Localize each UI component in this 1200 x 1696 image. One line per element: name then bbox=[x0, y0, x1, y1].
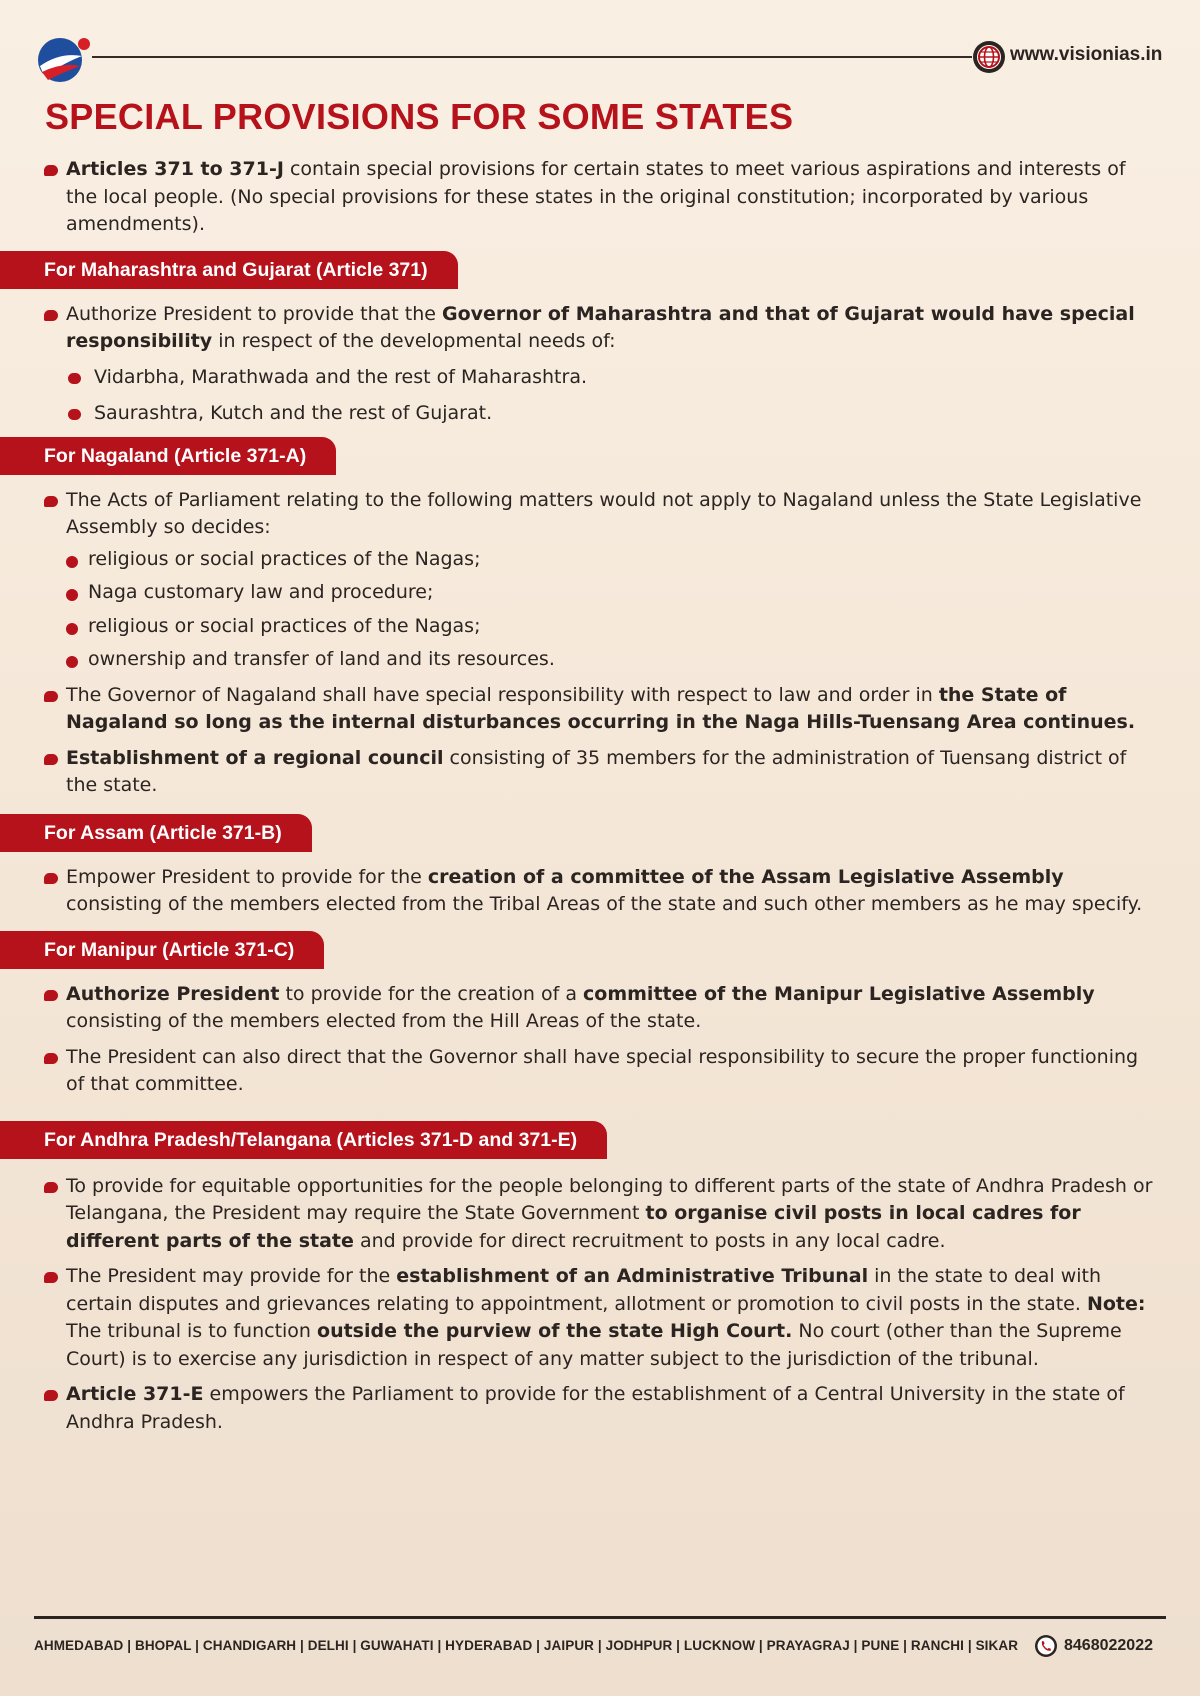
text-run: Empower President to provide for the bbox=[66, 865, 428, 888]
text-run: The tribunal is to function bbox=[66, 1320, 318, 1342]
text-run: consisting of 35 members for the administration of Tuensang district of the state. bbox=[66, 746, 1127, 796]
section-heading-manipur: For Manipur (Article 371-C) bbox=[0, 931, 324, 969]
list-item bbox=[66, 981, 1160, 1036]
website-link[interactable]: www.visionias.in bbox=[1010, 44, 1163, 65]
text-run: No court (other than the Supreme Court) is to exercise any jurisdiction in respect of any matter subject to the jurisdiction of the tribunal. bbox=[66, 1320, 1122, 1370]
text-run: The President may provide for the bbox=[66, 1265, 397, 1287]
bold-run: Establishment of a regional council bbox=[66, 746, 444, 769]
sub-item: ownership and transfer of land and its resources. bbox=[88, 646, 1160, 674]
sub-item: religious or social practices of the Nagas; bbox=[88, 613, 1160, 641]
list-item bbox=[66, 745, 1160, 800]
bold-run: Article 371-E bbox=[66, 1383, 204, 1405]
bold-run: the State of Nagaland so long as the internal disturbances occurring in the Naga Hills-Tuensang Area continues. bbox=[66, 683, 1136, 733]
main-content bbox=[0, 156, 1200, 1444]
list-item bbox=[66, 682, 1160, 737]
list-item bbox=[66, 1173, 1160, 1256]
list-item bbox=[66, 1263, 1160, 1373]
bold-run: Authorize President bbox=[66, 982, 280, 1005]
visionias-logo bbox=[36, 32, 90, 86]
section-heading-nagaland: For Nagaland (Article 371-A) bbox=[0, 437, 336, 475]
note-label: Note: bbox=[1086, 1292, 1146, 1315]
bold-run: outside the purview of the state High Court. bbox=[317, 1320, 793, 1342]
intro-bold: Articles 371 to 371-J bbox=[66, 158, 284, 180]
sub-item: religious or social practices of the Nagas; bbox=[88, 546, 1160, 574]
list-item bbox=[66, 1381, 1160, 1436]
maharashtra-list bbox=[0, 301, 1200, 428]
nagaland-sublist bbox=[66, 546, 1160, 674]
sub-item: Saurashtra, Kutch and the rest of Gujarat. bbox=[94, 400, 1160, 428]
section-heading-andhra: For Andhra Pradesh/Telangana (Articles 371-D and 371-E) bbox=[0, 1121, 607, 1159]
bold-run: creation of a committee of the Assam Legislative Assembly bbox=[427, 865, 1064, 888]
maharashtra-sublist bbox=[66, 364, 1160, 428]
text-run: consisting of the members elected from the Hill Areas of the state. bbox=[66, 1010, 702, 1032]
footer-divider bbox=[34, 1616, 1166, 1619]
text-run: in respect of the developmental needs of: bbox=[212, 330, 616, 352]
bold-run: Governor of Maharashtra and that of Gujarat would have special responsibility bbox=[66, 302, 1135, 352]
list-item bbox=[66, 1044, 1160, 1099]
text-run: consisting of the members elected from the Tribal Areas of the state and such other members as he may specify. bbox=[66, 893, 1143, 915]
text-run: to provide for the creation of a bbox=[279, 982, 584, 1005]
text-run: in the state to deal with certain disputes and grievances relating to appointment, allotment or promotion to civil posts in the state. bbox=[66, 1265, 1102, 1315]
nagaland-list bbox=[0, 487, 1200, 800]
phone-icon bbox=[1034, 1634, 1058, 1658]
text-run: To provide for equitable opportunities for the people belonging to different parts of the state of Andhra Pradesh or Telangana, the President may require the State Government bbox=[66, 1174, 1153, 1224]
header-divider bbox=[92, 56, 972, 58]
text-run: The Acts of Parliament relating to the following matters would not apply to Nagaland unless the State Legislative Assembly so decides: bbox=[66, 488, 1142, 538]
bold-run: establishment of an Administrative Tribunal bbox=[396, 1265, 869, 1287]
page-title: SPECIAL PROVISIONS FOR SOME STATES bbox=[45, 96, 794, 137]
assam-list bbox=[0, 864, 1200, 919]
text-run: empowers the Parliament to provide for the establishment of a Central University in the state of Andhra Pradesh. bbox=[66, 1383, 1125, 1433]
section-heading-assam: For Assam (Article 371-B) bbox=[0, 814, 312, 852]
page-header bbox=[0, 0, 1200, 90]
intro-list bbox=[0, 156, 1200, 239]
footer-phone[interactable]: 8468022022 bbox=[1064, 1637, 1153, 1654]
text-run: and provide for direct recruitment to posts in any local cadre. bbox=[353, 1229, 946, 1252]
text-run: The President can also direct that the Governor shall have special responsibility to secure the proper functioning of that committee. bbox=[66, 1045, 1139, 1095]
list-item bbox=[66, 301, 1160, 428]
intro-text: contain special provisions for certain states to meet various aspirations and interests of the local people. (No special provisions for these states in the original constitution; incorporated by various amendments). bbox=[66, 158, 1126, 235]
sub-item: Vidarbha, Marathwada and the rest of Maharashtra. bbox=[94, 364, 1160, 392]
andhra-list bbox=[0, 1173, 1200, 1437]
list-item bbox=[66, 864, 1160, 919]
intro-item bbox=[66, 156, 1160, 239]
text-run: Authorize President to provide that the bbox=[66, 302, 442, 325]
bold-run: committee of the Manipur Legislative Assembly bbox=[583, 982, 1095, 1005]
globe-icon bbox=[972, 40, 1006, 74]
section-heading-maharashtra: For Maharashtra and Gujarat (Article 371) bbox=[0, 251, 458, 289]
list-item bbox=[66, 487, 1160, 674]
manipur-list bbox=[0, 981, 1200, 1099]
sub-item: Naga customary law and procedure; bbox=[88, 579, 1160, 607]
bold-run: to organise civil posts in local cadres for different parts of the state bbox=[66, 1202, 1081, 1252]
text-run: The Governor of Nagaland shall have special responsibility with respect to law and order in bbox=[66, 683, 939, 706]
footer-cities: AHMEDABAD | BHOPAL | CHANDIGARH | DELHI | GUWAHATI | HYDERABAD | JAIPUR | JODHPUR | LUCKNOW | PRAYAGRAJ | PUNE | RANCHI | SIKAR bbox=[34, 1638, 1019, 1653]
